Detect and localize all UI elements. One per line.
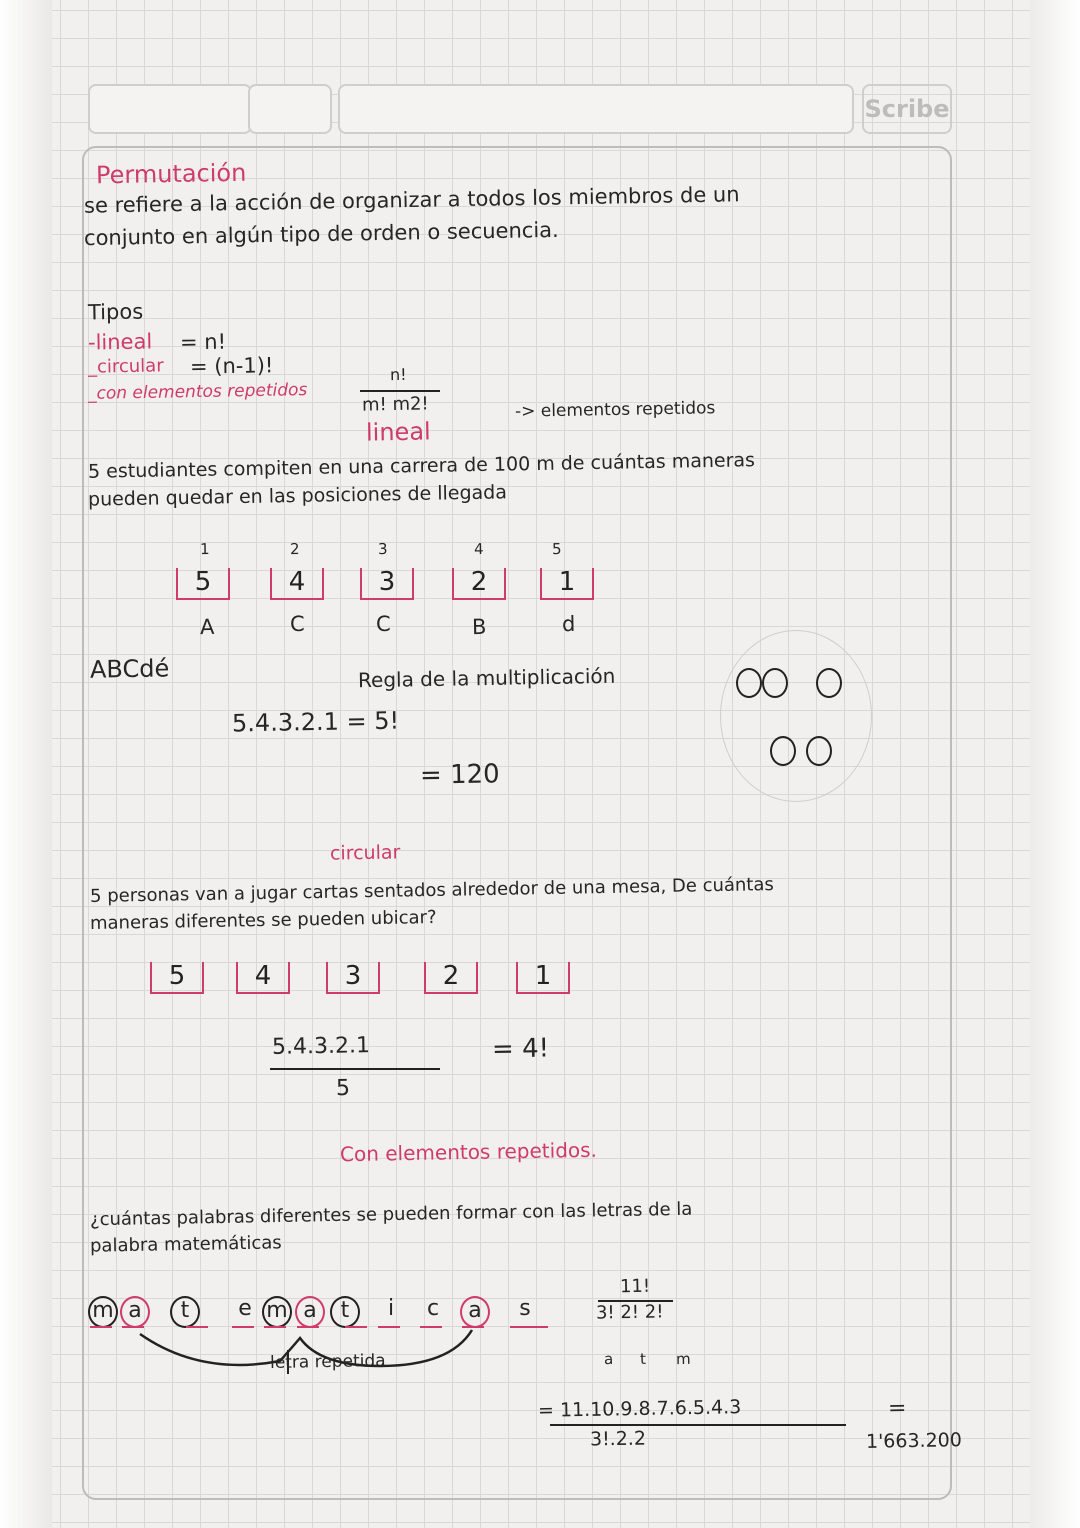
type-label: _con elementos repetidos: [87, 380, 308, 404]
slot-letter: C: [289, 611, 305, 637]
slot-box: 3: [326, 962, 380, 994]
calc-denominator: 3!.2.2: [589, 1427, 647, 1451]
slot-letter: B: [471, 614, 487, 640]
rule-label: Regla de la multiplicación: [357, 663, 616, 693]
letter-underline: [90, 1326, 112, 1328]
slot-box: 5: [176, 568, 230, 600]
under-letter: t: [639, 1349, 647, 1369]
under-letter: m: [675, 1349, 691, 1369]
word-letter: e: [238, 1296, 252, 1321]
problem-line: 5 estudiantes compiten en una carrera de 100 m de cuántas maneras: [87, 449, 756, 483]
type-formula: = (n-1)!: [189, 353, 274, 379]
section-heading-repetidos: Con elementos repetidos.: [339, 1137, 598, 1167]
page-title: Permutación: [95, 158, 247, 190]
calc-numerator: 5.4.3.2.1: [271, 1033, 371, 1060]
problem-line: palabra matemáticas: [89, 1232, 282, 1257]
problem-line: 5 personas van a jugar cartas sentados alrededor de una mesa, De cuántas: [89, 874, 774, 907]
word-letter: s: [519, 1296, 531, 1321]
calc-numerator: = 11.10.9.8.7.6.5.4.3: [537, 1396, 742, 1422]
header-date-box: [88, 84, 252, 134]
problem-line: pueden quedar en las posiciones de llegada: [87, 481, 508, 511]
seat-circle: [770, 736, 796, 766]
header-title-box: [338, 84, 854, 134]
formula-numerator: n!: [389, 364, 407, 385]
slot-box: 4: [236, 962, 290, 994]
fraction-line: [360, 390, 440, 392]
word-letter: a: [120, 1296, 150, 1328]
word-letter: m: [88, 1296, 118, 1328]
fraction-denominator: 3! 2! 2!: [595, 1301, 664, 1324]
word-letter: m: [262, 1296, 292, 1328]
definition-line: conjunto en algún tipo de orden o secuencia.: [83, 217, 559, 251]
word-letter: a: [295, 1296, 325, 1328]
slot-box: 1: [516, 962, 570, 994]
word-letter: t: [330, 1296, 360, 1328]
section-heading-lineal: lineal: [365, 417, 431, 447]
word-letter: c: [426, 1296, 440, 1321]
seat-circle: [816, 668, 842, 698]
brand-logo: Scribe: [862, 84, 952, 134]
position-number: 3: [377, 539, 388, 559]
type-formula: = n!: [179, 329, 227, 355]
slot-box: 2: [452, 568, 506, 600]
slot-letter: A: [199, 614, 215, 640]
abcde-label: ABCdé: [89, 654, 170, 684]
position-number: 2: [289, 539, 300, 559]
fraction-numerator: 11!: [619, 1275, 651, 1298]
slot-box: 2: [424, 962, 478, 994]
seat-circle: [806, 736, 832, 766]
table-sketch: [720, 630, 872, 802]
result: = 4!: [491, 1033, 550, 1065]
word-letter: a: [460, 1296, 490, 1328]
fraction-line: [270, 1068, 440, 1070]
page-edge-left: [0, 0, 52, 1528]
header-box: [248, 84, 332, 134]
page-edge-right: [1030, 0, 1080, 1528]
slot-letter: d: [561, 611, 576, 637]
section-heading-circular: circular: [329, 841, 401, 865]
letter-underline: [510, 1326, 548, 1328]
word-letter: t: [170, 1296, 200, 1328]
formula-denominator: m! m2!: [361, 393, 429, 416]
slot-box: 3: [360, 568, 414, 600]
problem-line: ¿cuántas palabras diferentes se pueden formar con las letras de la: [89, 1198, 693, 1231]
position-number: 5: [551, 539, 562, 559]
type-label: -lineal: [87, 329, 153, 355]
position-number: 1: [199, 539, 210, 559]
seat-circle: [762, 668, 788, 698]
definition-line: se refiere a la acción de organizar a todos los miembros de un: [83, 182, 740, 218]
calc-denominator: 5: [335, 1075, 351, 1102]
arrow-note: -> elementos repetidos: [514, 398, 716, 422]
under-letter: a: [603, 1349, 614, 1369]
bracket-label: letra repetida: [269, 1350, 386, 1374]
types-heading: Tipos: [87, 299, 144, 325]
word-letter: i: [387, 1296, 395, 1321]
problem-line: maneras diferentes se pueden ubicar?: [89, 906, 437, 935]
slot-box: 5: [150, 962, 204, 994]
position-number: 4: [473, 539, 484, 559]
slot-box: 4: [270, 568, 324, 600]
fraction-line: [550, 1424, 846, 1426]
seat-circle: [736, 668, 762, 698]
type-label: _circular: [87, 355, 164, 378]
result: = 120: [419, 759, 500, 791]
result-equals: =: [887, 1395, 907, 1422]
final-result: 1'663.200: [865, 1429, 963, 1453]
slot-letter: C: [375, 611, 391, 637]
slot-box: 1: [540, 568, 594, 600]
calc: 5.4.3.2.1 = 5!: [231, 706, 400, 738]
